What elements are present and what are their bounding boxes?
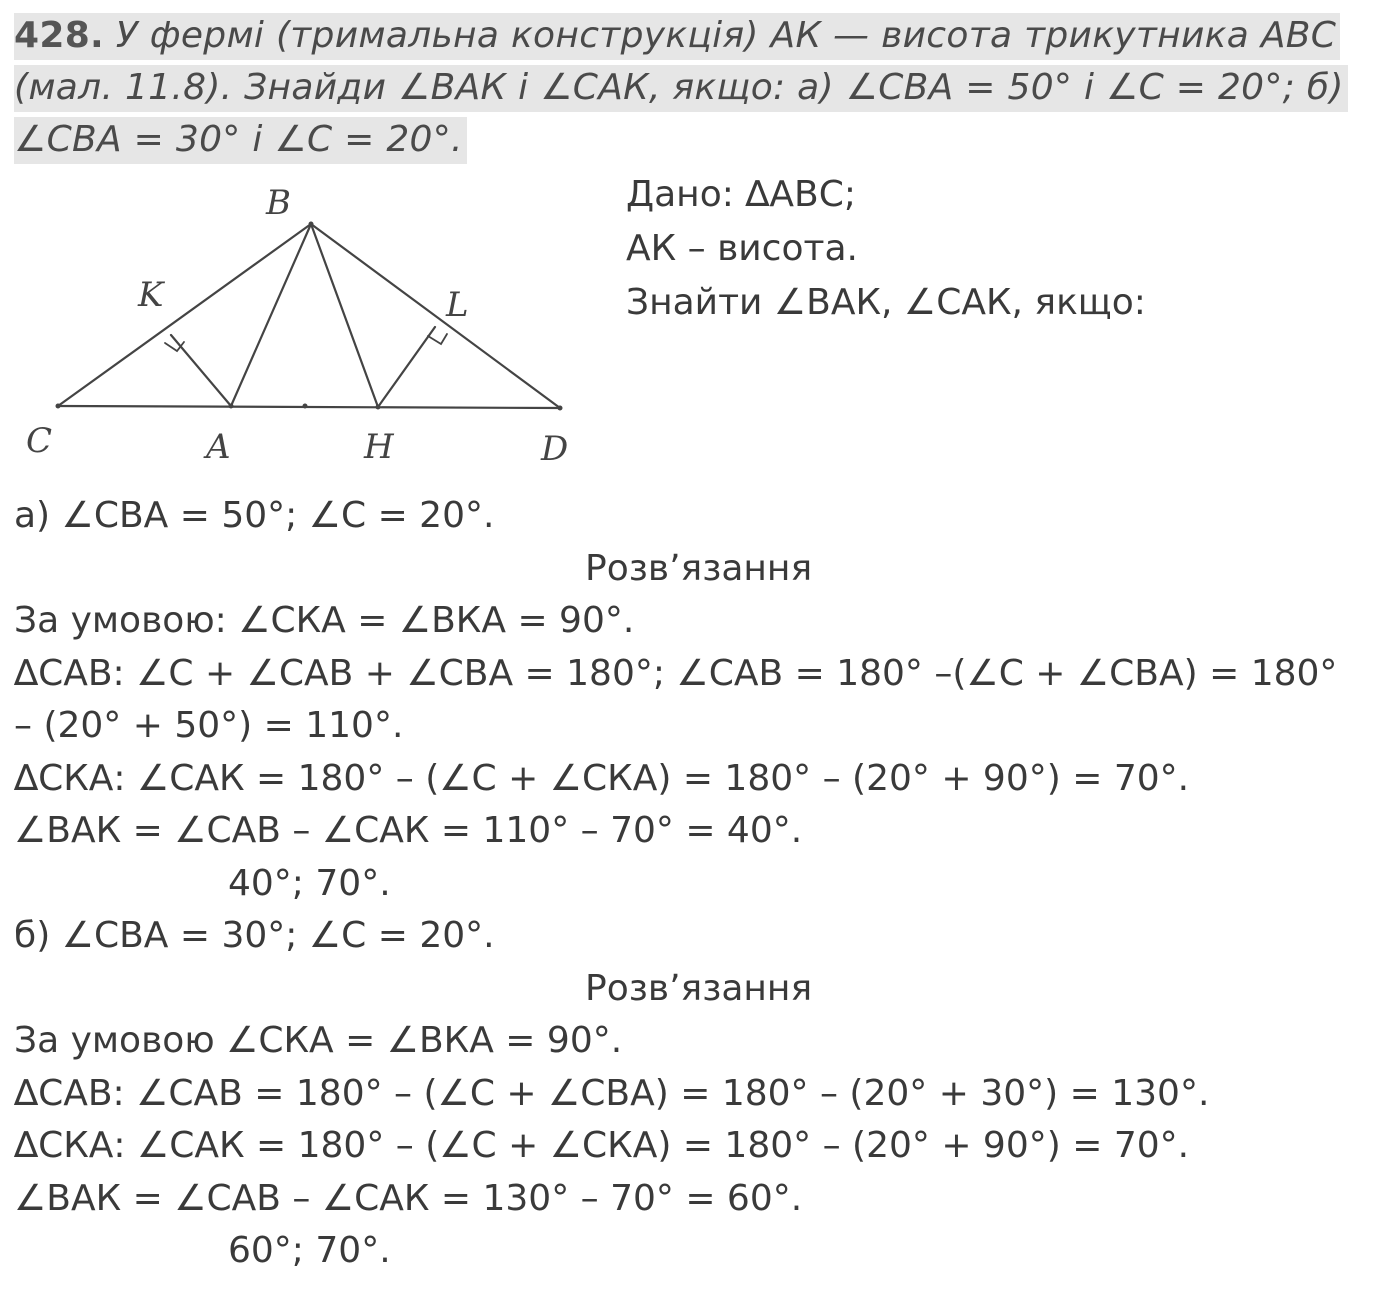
label-c: C [26, 421, 53, 461]
part-b-heading: Розв’язання [585, 967, 813, 1009]
dot-d [558, 406, 563, 411]
problem-text-line-1: У фермі (тримальна конструкція) АК — висота трикутника АВС [115, 15, 1337, 56]
problem-text-line-2: (мал. 11.8). Знайди ∠ВАК і ∠САК, якщо: а) ∠СВА = 50° і ∠С = 20°; б) [14, 65, 1348, 112]
segment-ba [231, 224, 311, 406]
part-b-line: ∠ВАК = ∠САВ – ∠САК = 130° – 70° = 60°. [14, 1177, 803, 1219]
part-b-answer: 60°; 70°. [228, 1230, 391, 1271]
given-line-1: Дано: ∆АВС; [626, 174, 856, 215]
part-a-heading: Розв’язання [585, 547, 813, 589]
part-b-line: ∆САВ: ∠САВ = 180° – (∠С + ∠СВА) = 180° – (20° + 30°) = 130°. [14, 1072, 1210, 1114]
dot-h [376, 405, 381, 410]
label-l: L [446, 285, 469, 325]
given-line-3: Знайти ∠ВАК, ∠САК, якщо: [626, 282, 1146, 323]
side-bd [311, 224, 560, 408]
label-k: K [138, 275, 164, 315]
given-block [626, 168, 1146, 330]
part-a-line: ∆САВ: ∠С + ∠САВ + ∠СВА = 180°; ∠САВ = 180° –(∠С + ∠СВА) = 180° [14, 652, 1338, 694]
solution-block [14, 490, 1384, 1278]
part-a-line: За умовою: ∠СКА = ∠ВКА = 90°. [14, 600, 635, 641]
problem-text-line-3: ∠СВА = 30° і ∠С = 20°. [14, 117, 467, 164]
side-cb [58, 224, 311, 406]
base-line-cd [58, 406, 560, 408]
right-angle-k [165, 342, 184, 351]
label-a: A [206, 427, 231, 467]
dot-a [229, 404, 234, 409]
problem-number: 428. [14, 15, 105, 56]
part-a-line: – (20° + 50°) = 110°. [14, 705, 404, 746]
problem-statement [14, 10, 1379, 166]
label-d: D [541, 429, 569, 469]
part-a-line: ∆СКА: ∠САК = 180° – (∠С + ∠СКА) = 180° – (20° + 90°) = 70°. [14, 757, 1190, 799]
part-b-line: ∆СКА: ∠САК = 180° – (∠С + ∠СКА) = 180° – (20° + 90°) = 70°. [14, 1125, 1190, 1166]
height-ak [171, 335, 231, 406]
segment-bh [311, 224, 378, 407]
label-b: B [266, 183, 291, 223]
height-hl [378, 327, 435, 407]
part-b-line: За умовою ∠СКА = ∠ВКА = 90°. [14, 1020, 623, 1061]
truss-diagram [14, 178, 594, 478]
part-a-line: ∠ВАК = ∠САВ – ∠САК = 110° – 70° = 40°. [14, 810, 803, 851]
dot-b [309, 222, 314, 227]
part-a-condition: а) ∠СВА = 50°; ∠С = 20°. [14, 495, 495, 536]
right-angle-l [428, 334, 447, 344]
given-line-2: АК – висота. [626, 228, 858, 269]
dot-mid [303, 404, 308, 409]
dot-c [56, 404, 61, 409]
part-b-condition: б) ∠СВА = 30°; ∠С = 20°. [14, 915, 495, 956]
truss-figure [14, 178, 594, 478]
part-a-answer: 40°; 70°. [228, 862, 391, 904]
label-h: H [364, 427, 394, 467]
